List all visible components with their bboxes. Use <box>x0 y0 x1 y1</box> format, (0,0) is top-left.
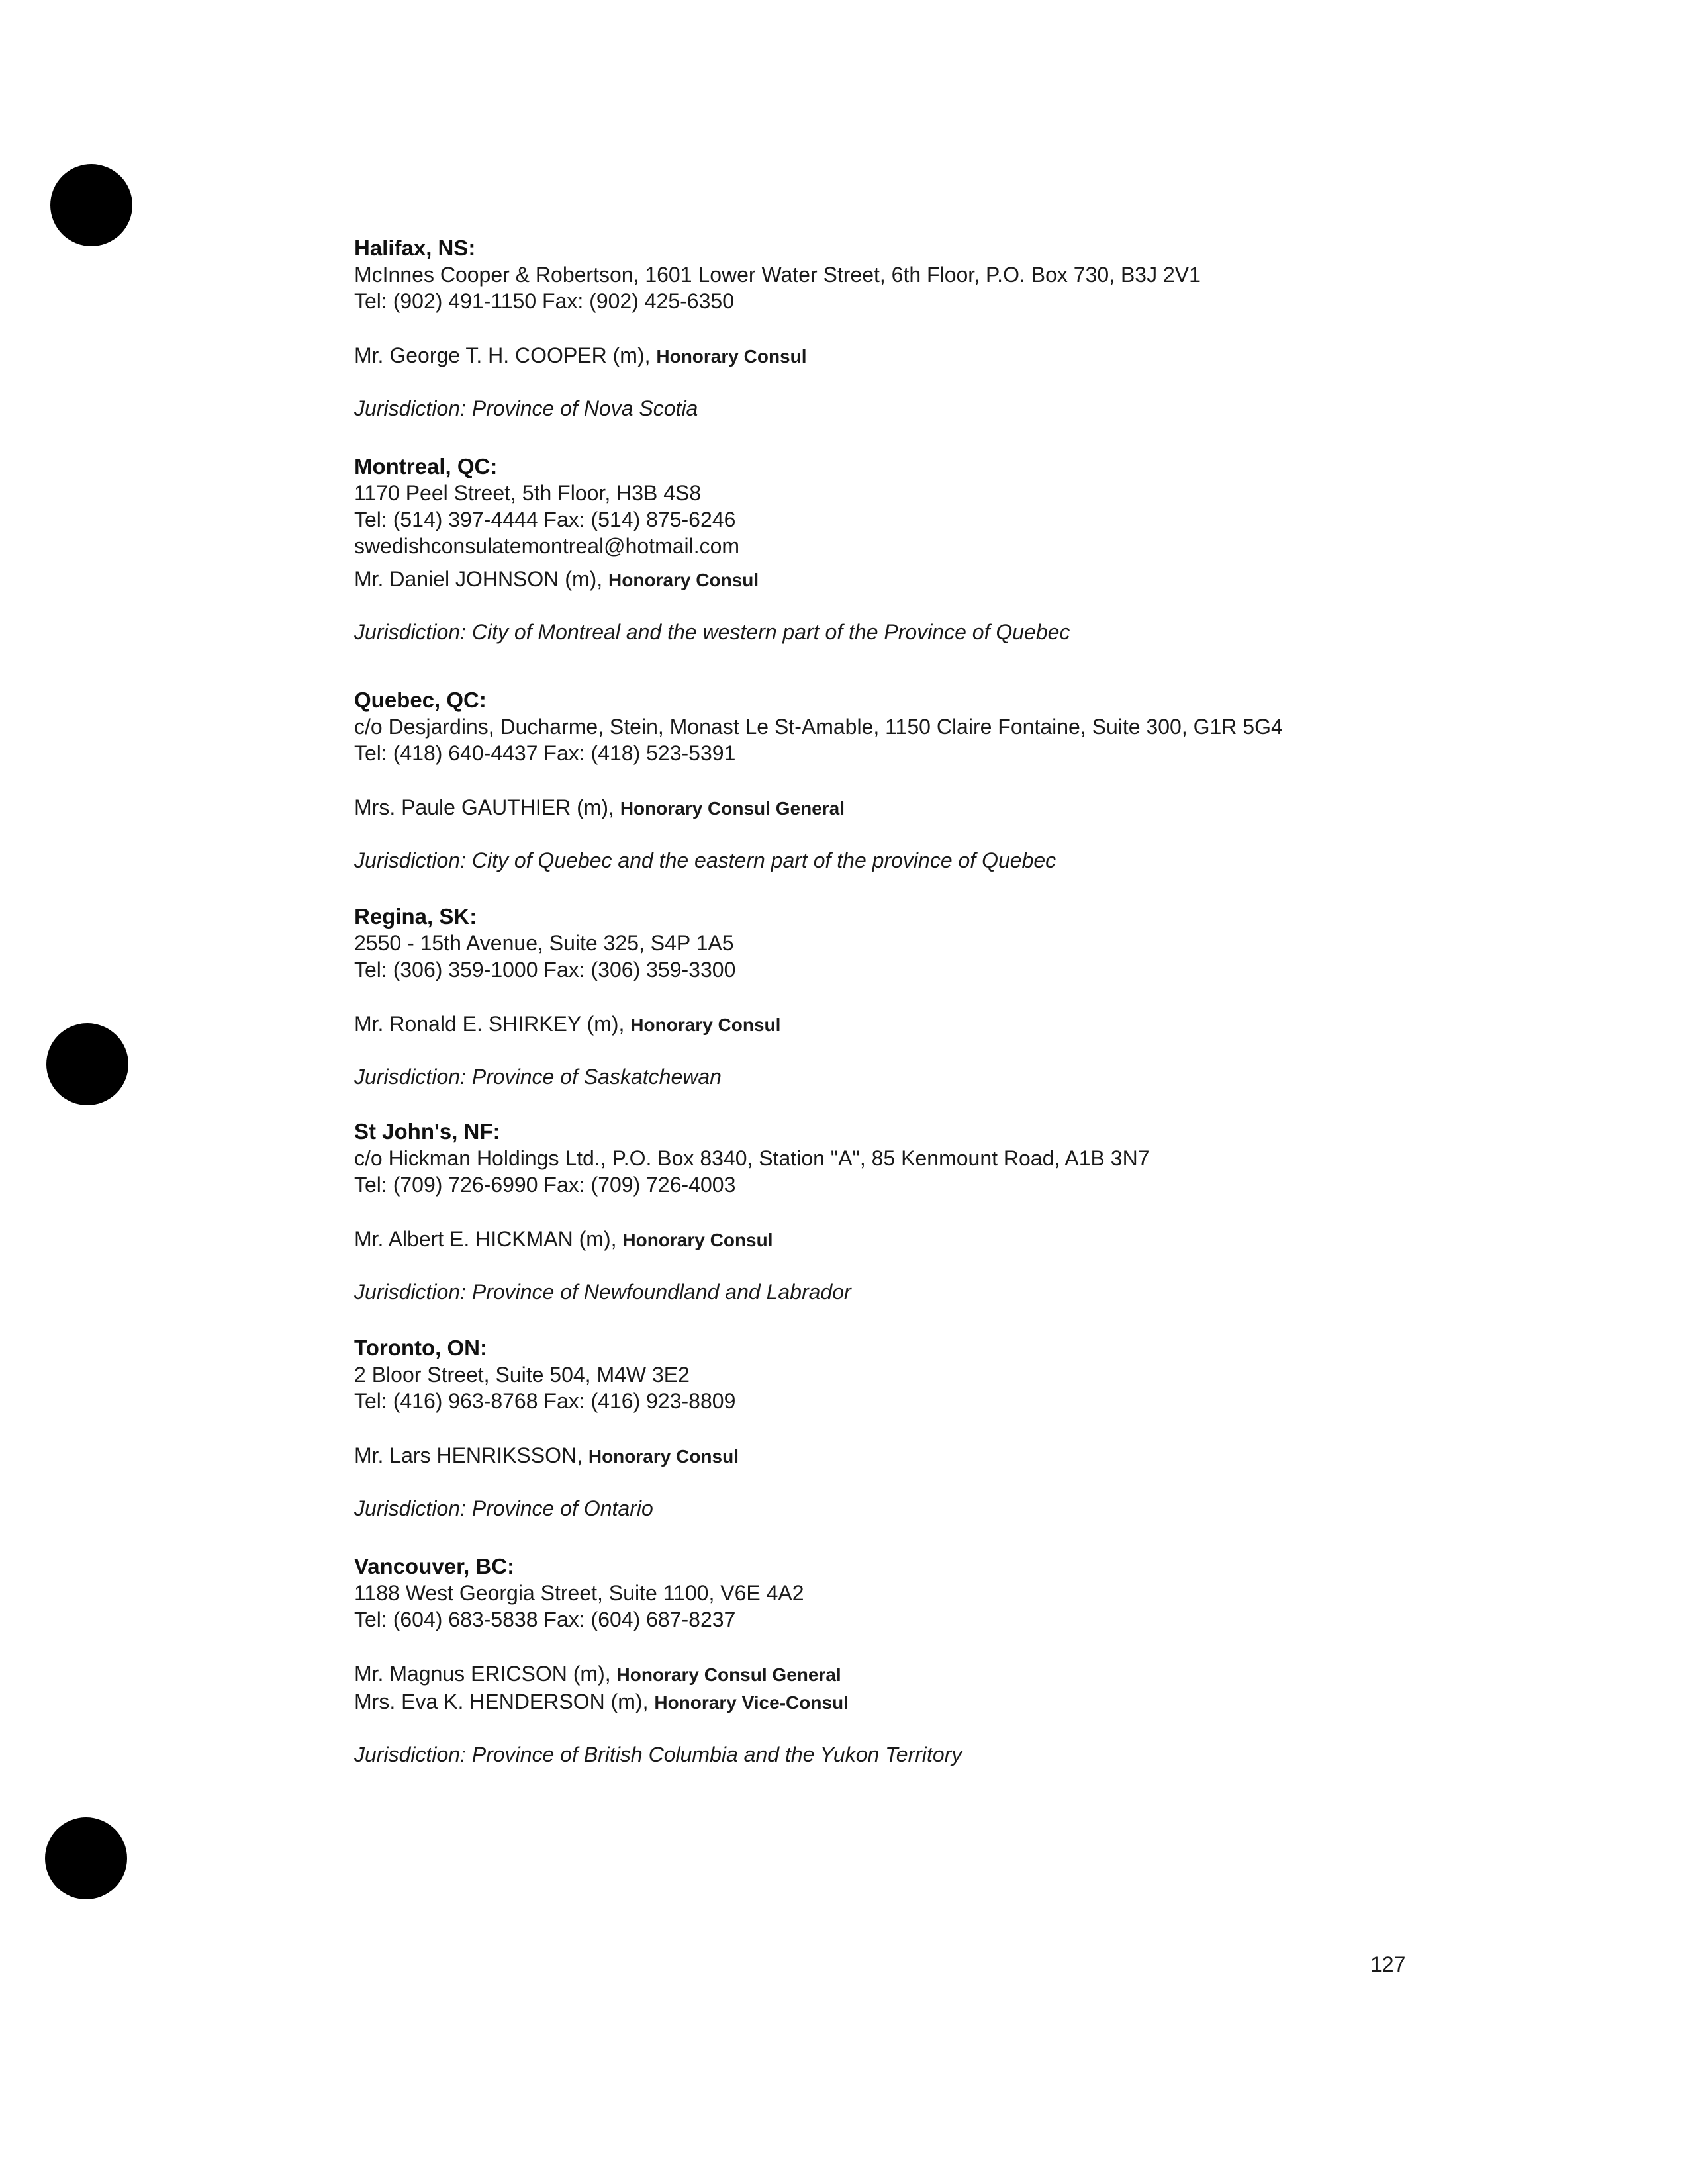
city-heading: Vancouver, BC: <box>354 1554 515 1578</box>
city-heading: Quebec, QC: <box>354 688 487 712</box>
consul-title: Honorary Consul <box>656 346 807 367</box>
jurisdiction: Jurisdiction: Province of Ontario <box>354 1496 653 1520</box>
jurisdiction: Jurisdiction: City of Quebec and the eastern part of the province of Quebec <box>354 848 1056 872</box>
email-line: swedishconsulatemontreal@hotmail.com <box>354 534 740 558</box>
consul-person <box>354 342 1612 370</box>
consulate-entry-quebec <box>354 687 1612 874</box>
consulate-entry-vancouver <box>354 1553 1612 1768</box>
consul-title: Honorary Consul General <box>620 798 845 819</box>
consul-person <box>354 794 1612 822</box>
address-line: c/o Hickman Holdings Ltd., P.O. Box 8340, Station "A", 85 Kenmount Road, A1B 3N7 <box>354 1146 1150 1170</box>
city-heading: Toronto, ON: <box>354 1336 487 1360</box>
consulate-entry-regina <box>354 903 1612 1090</box>
consul-title: Honorary Consul <box>630 1015 781 1035</box>
jurisdiction: Jurisdiction: Province of British Columbia and the Yukon Territory <box>354 1743 962 1766</box>
consul-title: Honorary Consul <box>622 1230 773 1250</box>
consul-person <box>354 1011 1612 1038</box>
address-line: c/o Desjardins, Ducharme, Stein, Monast Le St-Amable, 1150 Claire Fontaine, Suite 300, G1R 5G4 <box>354 715 1283 739</box>
consul-person <box>354 1226 1612 1253</box>
phone-line: Tel: (709) 726-6990 Fax: (709) 726-4003 <box>354 1173 736 1197</box>
page-number: 127 <box>1370 1952 1406 1976</box>
consul-name: Mr. George T. H. COOPER (m), <box>354 343 651 367</box>
consul-title: Honorary Consul <box>608 570 759 590</box>
phone-line: Tel: (604) 683-5838 Fax: (604) 687-8237 <box>354 1608 736 1631</box>
jurisdiction: Jurisdiction: Province of Newfoundland and Labrador <box>354 1280 851 1304</box>
address-line: 2550 - 15th Avenue, Suite 325, S4P 1A5 <box>354 931 734 955</box>
consulate-entry-halifax <box>354 235 1612 422</box>
phone-line: Tel: (416) 963-8768 Fax: (416) 923-8809 <box>354 1389 736 1413</box>
punch-hole <box>45 1817 127 1899</box>
consulate-entry-montreal <box>354 453 1612 645</box>
consul-name: Mr. Albert E. HICKMAN (m), <box>354 1227 617 1251</box>
address-line: McInnes Cooper & Robertson, 1601 Lower Water Street, 6th Floor, P.O. Box 730, B3J 2V1 <box>354 263 1201 287</box>
phone-line: Tel: (306) 359-1000 Fax: (306) 359-3300 <box>354 958 736 981</box>
consul-title: Honorary Vice-Consul <box>654 1692 849 1713</box>
phone-line: Tel: (902) 491-1150 Fax: (902) 425-6350 <box>354 289 734 313</box>
punch-hole <box>50 164 132 246</box>
phone-line: Tel: (418) 640-4437 Fax: (418) 523-5391 <box>354 741 736 765</box>
city-heading: Halifax, NS: <box>354 236 476 260</box>
consulate-entry-st-johns <box>354 1118 1612 1305</box>
consulate-entry-toronto <box>354 1335 1612 1522</box>
punch-hole <box>46 1023 128 1105</box>
phone-line: Tel: (514) 397-4444 Fax: (514) 875-6246 <box>354 508 736 531</box>
city-heading: Montreal, QC: <box>354 454 498 478</box>
consul-name: Mr. Magnus ERICSON (m), <box>354 1662 611 1686</box>
address-line: 1170 Peel Street, 5th Floor, H3B 4S8 <box>354 481 702 505</box>
jurisdiction: Jurisdiction: Province of Saskatchewan <box>354 1065 722 1089</box>
consul-person <box>354 1442 1612 1470</box>
consul-title: Honorary Consul <box>588 1446 739 1467</box>
jurisdiction: Jurisdiction: Province of Nova Scotia <box>354 396 698 420</box>
jurisdiction: Jurisdiction: City of Montreal and the western part of the Province of Quebec <box>354 620 1070 644</box>
consul-name: Mr. Lars HENRIKSSON, <box>354 1443 583 1467</box>
address-line: 1188 West Georgia Street, Suite 1100, V6E 4A2 <box>354 1581 804 1605</box>
consul-person <box>354 1688 1612 1716</box>
consul-title: Honorary Consul General <box>616 1664 841 1685</box>
consul-name: Mr. Daniel JOHNSON (m), <box>354 567 603 591</box>
address-line: 2 Bloor Street, Suite 504, M4W 3E2 <box>354 1363 690 1387</box>
city-heading: Regina, SK: <box>354 904 477 929</box>
consul-person <box>354 566 1612 594</box>
city-heading: St John's, NF: <box>354 1119 500 1144</box>
consul-name: Mrs. Eva K. HENDERSON (m), <box>354 1690 649 1713</box>
consul-person <box>354 1661 1612 1688</box>
consul-name: Mrs. Paule GAUTHIER (m), <box>354 796 614 819</box>
consul-name: Mr. Ronald E. SHIRKEY (m), <box>354 1012 625 1036</box>
